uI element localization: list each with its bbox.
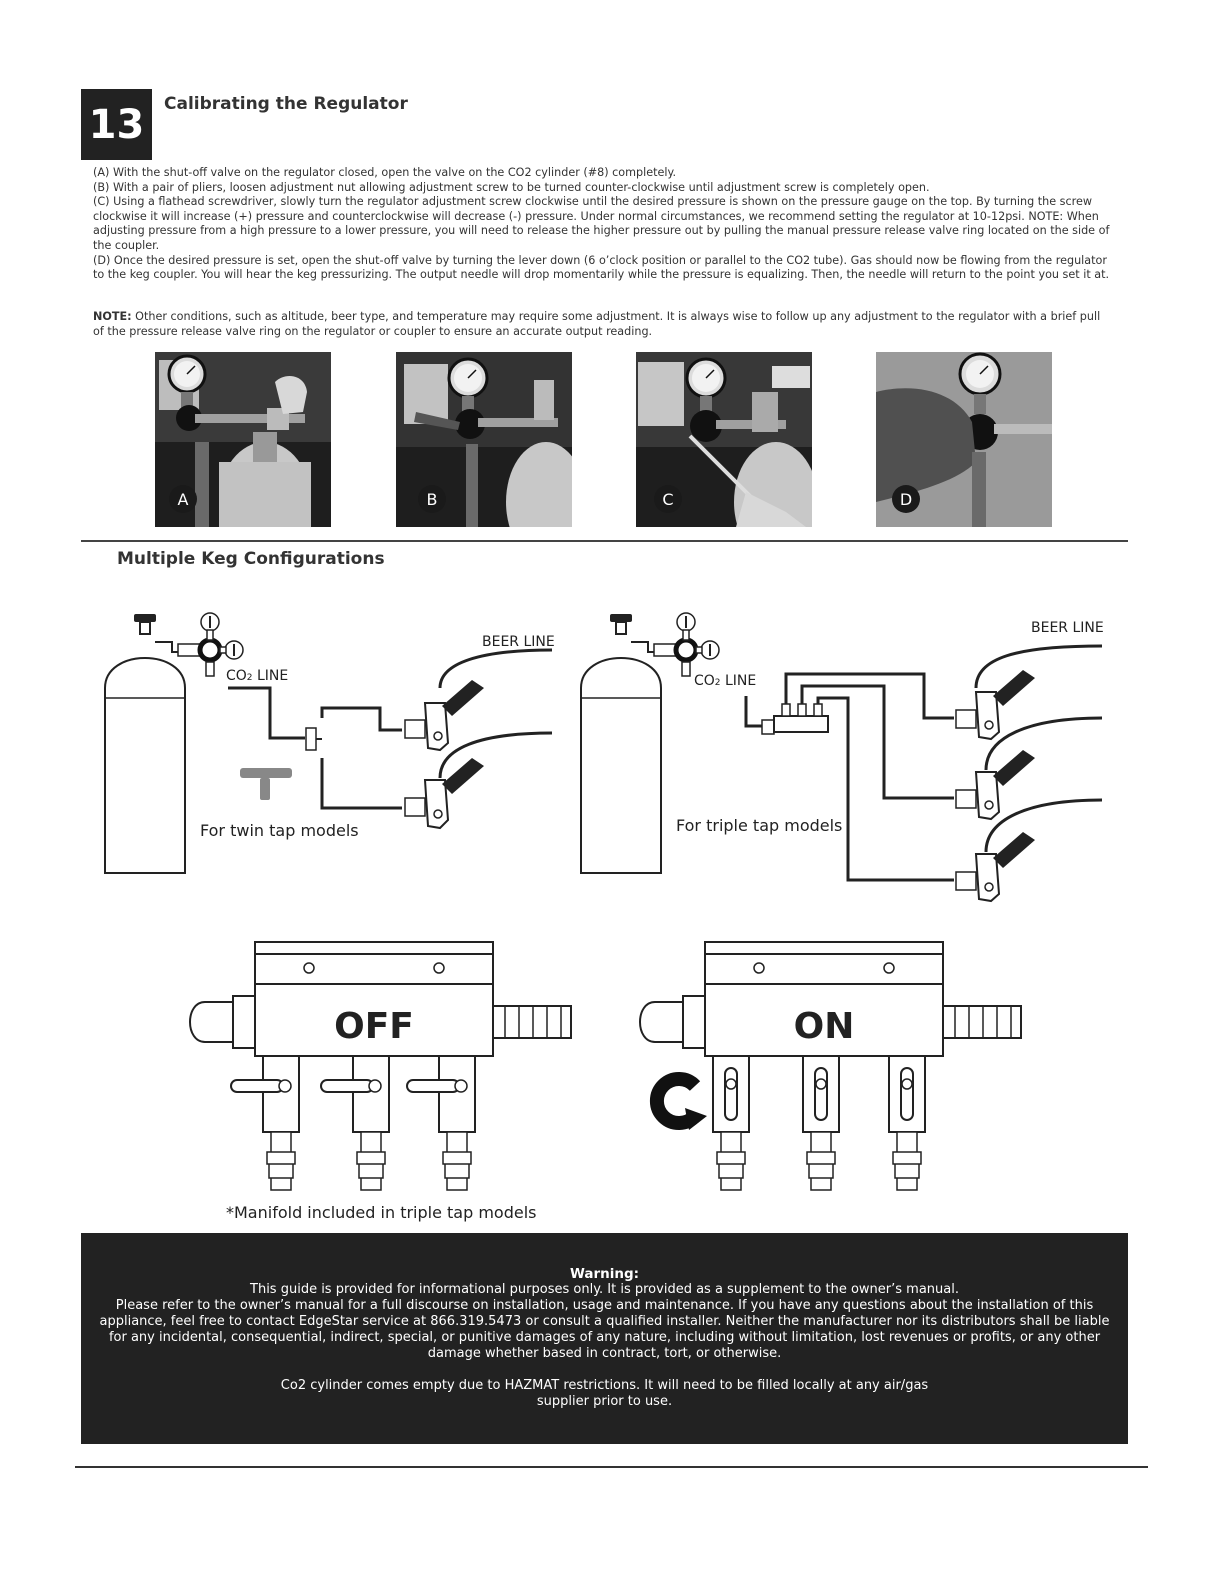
- instruction-b: (B) With a pair of pliers, loosen adjustment nut allowing adjustment screw to be turned counter-clockwise until adjustment screw is completely open.: [93, 180, 930, 194]
- twin-co2-line-label: CO2 LINE: [226, 668, 289, 684]
- rotate-arrow-icon: [657, 1079, 707, 1130]
- manifold-off-icon: [190, 942, 571, 1190]
- regulator-icon: [178, 613, 243, 676]
- warning-body: Please refer to the owner’s manual for a full discourse on installation, usage and maintenance. If you have any questions about the installation of this appliance, feel free to contact EdgeStar service at 866.319.5473 or consult a qualified installer. Neither the manufacturer nor its distributors shall be liable for any incidental, consequential, indirect, special, or punitive damages of any nature, including without limitation, lost revenues or profits, or any other damage whether based in contract, tort, or otherwise.: [99, 1298, 1110, 1361]
- triple-caption: For triple tap models: [676, 816, 843, 835]
- note: [93, 310, 1113, 339]
- bottom-rule: [75, 1466, 1148, 1468]
- warning-foot-1: Co2 cylinder comes empty due to HAZMAT restrictions. It will need to be filled locally at any air/gas: [280, 1378, 929, 1393]
- step-number: 13: [88, 101, 145, 148]
- instructions: [93, 166, 1113, 283]
- photo-label-a: A: [169, 485, 197, 513]
- warning-line-1: This guide is provided for informational purposes only. It is provided as a supplement to the owner’s manual.: [250, 1282, 959, 1297]
- instruction-c: (C) Using a flathead screwdriver, slowly turn the regulator adjustment screw clockwise until the desired pressure is shown on the pressure gauge on the top. By turning the screw clockwise it will increase (+) pressure and counterclockwise will decrease (-) pressure. Under normal circumstances, we recommend setting the regulator at 10-12psi. NOTE: When adjusting pressure from a high pressure to a lower pressure, you will need to release the higher pressure out by pulling the manual pressure release valve ring located on the side of the coupler.: [93, 195, 1110, 252]
- photo-b: [396, 352, 572, 527]
- coupler-icon: [956, 750, 1035, 819]
- co2-cylinder-icon: [581, 614, 661, 873]
- warning-title: Warning:: [569, 1266, 640, 1282]
- co2-cylinder-icon: [105, 614, 185, 873]
- coupler-icon: [405, 758, 484, 828]
- coupler-icon: [956, 832, 1035, 901]
- note-text: Other conditions, such as altitude, beer type, and temperature may require some adjustment. It is always wise to follow up any adjustment to the regulator with a brief pull of the pressure release valve ring on the regulator or coupler to ensure an accurate output reading.: [93, 310, 1101, 338]
- triple-tap-diagram: [576, 608, 1106, 908]
- valve-off-icon: [231, 1056, 299, 1190]
- photo-label-b: B: [418, 485, 446, 513]
- warning-foot-2: supplier prior to use.: [536, 1394, 673, 1409]
- triple-co2-line-label: CO2 LINE: [694, 673, 757, 689]
- section-divider: [81, 540, 1128, 542]
- photo-c: [636, 352, 812, 527]
- instruction-a: (A) With the shut-off valve on the regulator closed, open the valve on the CO2 cylinder (#8) completely.: [93, 166, 677, 179]
- manifold-on-label: ON: [793, 1006, 855, 1047]
- note-label: NOTE:: [93, 310, 132, 323]
- photo-label-c: C: [654, 485, 682, 513]
- photo-a: [155, 352, 331, 527]
- warning-box: [81, 1233, 1128, 1444]
- twin-tap-diagram: [100, 608, 570, 878]
- photo-d: [876, 352, 1052, 527]
- valve-on-icon: [713, 1056, 749, 1190]
- t-fitting-icon: [240, 768, 292, 800]
- photo-label-d: D: [892, 485, 920, 513]
- valve-on-icon: [889, 1056, 925, 1190]
- manifold-off-label: OFF: [334, 1006, 414, 1047]
- step-number-badge: [81, 89, 152, 160]
- step-title: Calibrating the Regulator: [164, 94, 408, 114]
- valve-on-icon: [803, 1056, 839, 1190]
- regulator-icon: [654, 613, 719, 676]
- coupler-icon: [405, 680, 484, 750]
- manifold-icon: [762, 704, 828, 734]
- section-title: Multiple Keg Configurations: [117, 549, 385, 569]
- twin-beer-line-label: BEER LINE: [482, 634, 555, 650]
- manifold-caption: *Manifold included in triple tap models: [226, 1203, 537, 1222]
- valve-off-icon: [321, 1056, 389, 1190]
- triple-beer-line-label: BEER LINE: [1031, 620, 1104, 636]
- twin-caption: For twin tap models: [200, 821, 359, 840]
- valve-off-icon: [407, 1056, 475, 1190]
- manifold-off-on-diagram: [175, 938, 1035, 1198]
- instruction-d: (D) Once the desired pressure is set, open the shut-off valve by turning the lever down (6 o’clock position or parallel to the CO2 tube). Gas should now be flowing from the regulator to the keg coupler. You will hear the keg pressurizing. The output needle will drop momentarily while the pressure is equalizing. Then, the needle will return to the point you set it at.: [93, 253, 1110, 282]
- manifold-on-icon: [640, 942, 1021, 1190]
